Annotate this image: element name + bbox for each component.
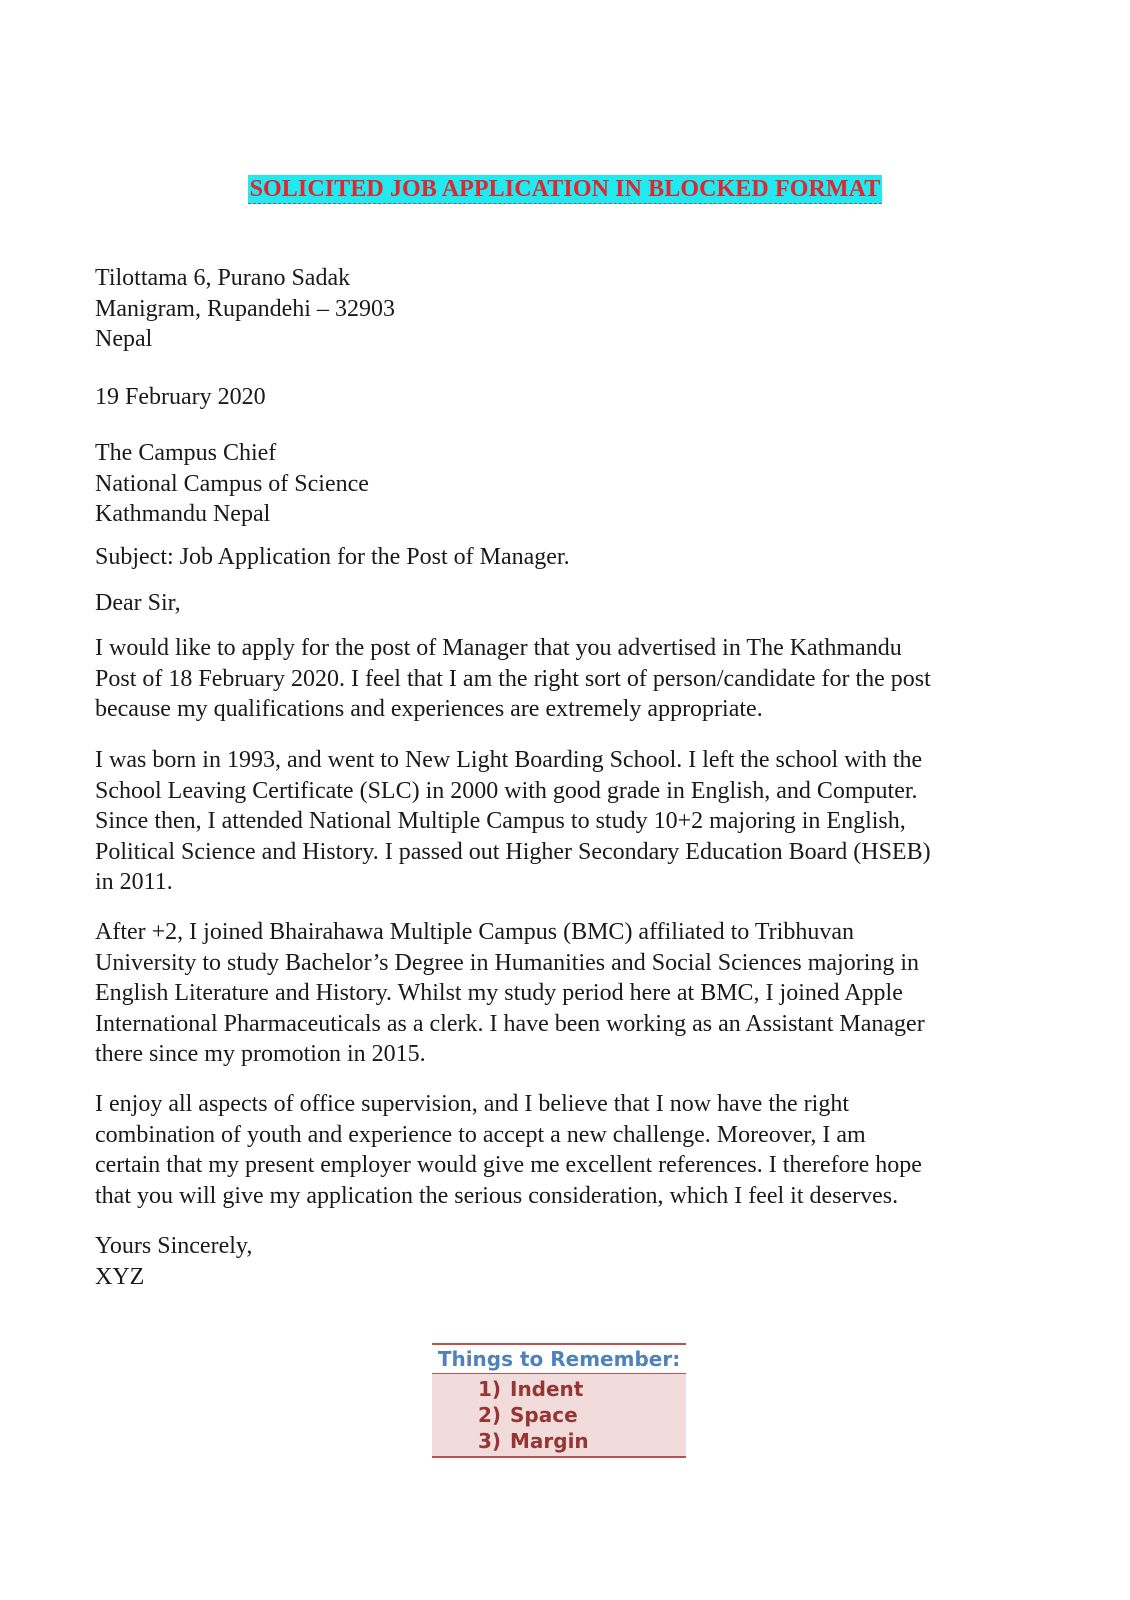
paragraph-line: in 2011. (95, 869, 173, 895)
paragraph-line: International Pharmaceuticals as a clerk. I have been working as an Assistant Manager (95, 1010, 925, 1037)
paragraph-line: School Leaving Certificate (SLC) in 2000 with good grade in English, and Computer. (95, 777, 918, 804)
remember-item-label: Margin (510, 1429, 589, 1453)
remember-heading: Things to Remember: (432, 1343, 686, 1374)
remember-item (432, 1376, 686, 1402)
recipient-address-line: The Campus Chief (95, 440, 277, 466)
remember-item (432, 1402, 686, 1428)
salutation (95, 588, 1035, 619)
paragraph-line: Post of 18 February 2020. I feel that I am the right sort of person/candidate for the post (95, 665, 931, 692)
paragraph-line: I was born in 1993, and went to New Light Boarding School. I left the school with the (95, 747, 923, 773)
date-text: 19 February 2020 (95, 384, 266, 410)
paragraph-line: because my qualifications and experiences are extremely appropriate. (95, 696, 763, 722)
subject-line (95, 542, 1035, 573)
recipient-address (95, 438, 1035, 530)
remember-item-number: 2) (478, 1403, 502, 1427)
paragraph-line: Since then, I attended National Multiple Campus to study 10+2 majoring in English, (95, 808, 906, 834)
paragraph-line: English Literature and History. Whilst my study period here at BMC, I joined Apple (95, 980, 903, 1006)
title-wrap (0, 175, 1130, 204)
paragraph-line: combination of youth and experience to accept a new challenge. Moreover, I am (95, 1121, 866, 1148)
remember-item-number: 1) (478, 1377, 502, 1401)
paragraph-line: Political Science and History. I passed out Higher Secondary Education Board (HSEB) (95, 838, 931, 865)
paragraph-line: there since my promotion in 2015. (95, 1041, 426, 1067)
paragraph-line: I enjoy all aspects of office supervision, and I believe that I now have the right (95, 1091, 849, 1117)
body-paragraph-3 (95, 917, 1035, 1070)
paragraph-line: certain that my present employer would give me excellent references. I therefore hope (95, 1152, 922, 1178)
sender-address-line: Manigram, Rupandehi – 32903 (95, 295, 395, 322)
letter-date (95, 382, 1035, 413)
remember-item (432, 1428, 686, 1454)
subject-text: Subject: Job Application for the Post of Manager. (95, 544, 570, 570)
remember-item-number: 3) (478, 1429, 502, 1453)
remember-item-label: Space (510, 1403, 578, 1427)
things-to-remember-box (432, 1343, 686, 1458)
body-paragraph-4 (95, 1089, 1035, 1211)
sender-address-line: Tilottama 6, Purano Sadak (95, 265, 351, 291)
paragraph-line: After +2, I joined Bhairahawa Multiple Campus (BMC) affiliated to Tribhuvan (95, 919, 854, 945)
paragraph-line: that you will give my application the serious consideration, which I feel it deserves. (95, 1182, 899, 1209)
closing-text: Yours Sincerely, (95, 1233, 253, 1259)
signature-text: XYZ (95, 1263, 145, 1290)
recipient-address-line: National Campus of Science (95, 470, 369, 497)
document-title: SOLICITED JOB APPLICATION IN BLOCKED FORMAT (249, 176, 881, 202)
recipient-address-line: Kathmandu Nepal (95, 501, 271, 527)
paragraph-line: I would like to apply for the post of Manager that you advertised in The Kathmandu (95, 635, 902, 661)
body-paragraph-2 (95, 745, 1035, 898)
remember-item-label: Indent (510, 1377, 584, 1401)
sender-address-line: Nepal (95, 326, 153, 352)
paragraph-line: University to study Bachelor’s Degree in Humanities and Social Sciences majoring in (95, 949, 920, 976)
body-paragraph-1 (95, 633, 1035, 725)
closing-block (95, 1231, 1035, 1292)
salutation-text: Dear Sir, (95, 590, 181, 616)
sender-address (95, 263, 1035, 355)
remember-list (432, 1374, 686, 1458)
